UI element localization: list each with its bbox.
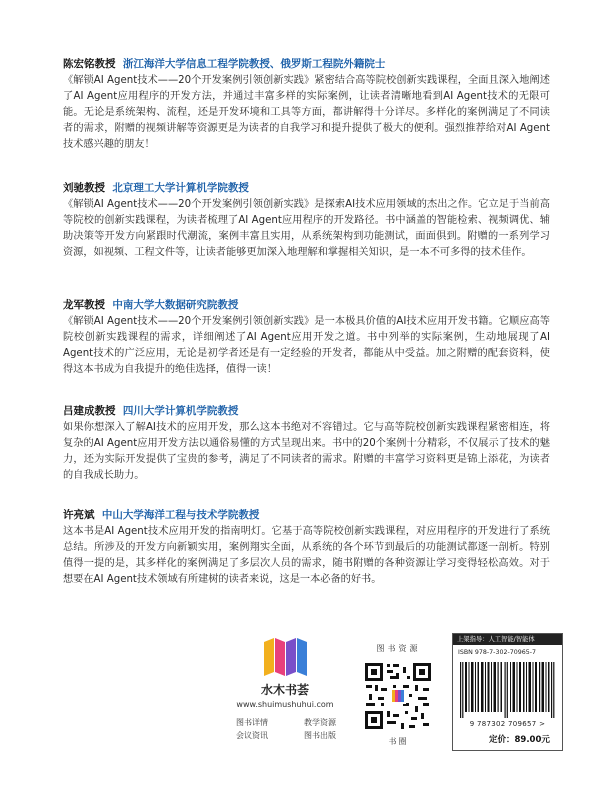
logo-bar-pink (275, 638, 285, 676)
publisher-logo-name: 水木书荟 (260, 683, 309, 697)
reviewer-line (63, 181, 550, 195)
reviewer-name: 许亮斌 (63, 509, 95, 521)
barcode-icon (458, 662, 557, 718)
review-3 (63, 298, 550, 378)
publisher-website[interactable]: www.shuimushuhui.com (236, 700, 334, 709)
reviewer-line (63, 508, 550, 522)
link-teaching-resources[interactable]: 教学资源 (304, 718, 336, 727)
price-label: 定价：89.00元 (489, 735, 550, 745)
review-1 (63, 57, 550, 153)
reviewer-name: 龙军教授 (63, 299, 105, 311)
qr-center-logo (390, 688, 406, 704)
qr-caption: 书圈 (388, 737, 409, 746)
logo-bar-purple (286, 638, 296, 676)
reviewer-line (63, 404, 550, 418)
reviewer-line (63, 298, 550, 312)
link-conference-info[interactable]: 会议资讯 (236, 731, 268, 740)
review-text: 《解锁AI Agent技术——20个开发案例引领创新实践》是一本极具价值的AI技术应用开发书籍。它顺应高等院校创新实践课程的需求，详细阐述了AI Agent应用开发之道。书中列举的实际案例，生动地展现了AI Agent技术的广泛应用，无论是初学者还是有一定经验的开发者，都能从中受益。加之附赠的配套资料，使得这本书成为自我提升的绝佳选择，值得一读！ (63, 316, 550, 375)
link-book-publishing[interactable]: 图书出版 (304, 731, 336, 740)
review-2 (63, 181, 550, 261)
review-text: 这本书是AI Agent技术应用开发的指南明灯。它基于高等院校创新实践课程，对应用程序的开发进行了系统总结。所涉及的开发方向新颖实用，案例翔实全面，从系统的各个环节到最后的功能测试都逐一剖析。特别值得一提的是，其多样化的案例满足了多层次人员的需求，随书附赠的各种资源让学习变得轻松高效。对于想要在AI Agent技术领域有所建树的读者来说，这是一本必备的好书。 (63, 526, 550, 585)
barcode-digits: 9 787302 709657 > (469, 720, 546, 728)
review-text: 《解锁AI Agent技术——20个开发案例引领创新实践》是探索AI技术应用领域的杰出之作。它立足于当前高等院校的创新实践课程，为读者梳理了AI Agent应用程序的开发路径。书中涵盖的智能检索、视频调优、辅助决策等开发方向紧跟时代潮流，案例丰富且实用，从系统架构到功能测试，面面俱到。附赠的一系列学习资源，如视频、工程文件等，让读者能够更加深入地理解和掌握相关知识，是一本不可多得的技术佳作。 (63, 199, 550, 258)
barcode-bars (460, 662, 554, 718)
qr-title: 图书资源 (376, 644, 421, 653)
review-4 (63, 404, 550, 484)
reviewer-affiliation: 北京理工大学计算机学院教授 (112, 182, 249, 194)
review-text: 如果你想深入了解AI技术的应用开发，那么这本书绝对不容错过。它与高等院校创新实践课程紧密相连，将复杂的AI Agent应用开发方法以通俗易懂的方式呈现出来。书中的20个案例十分精彩，不仅展示了技术的魅力，还为实际开发提供了宝贵的参考，满足了不同读者的需求。附赠的丰富学习资料更是锦上添花，为读者的自我成长助力。 (63, 422, 550, 481)
isbn-number: ISBN 978-7-302-70965-7 (458, 649, 537, 656)
reviewer-line (63, 57, 550, 71)
reviewer-affiliation: 浙江海洋大学信息工程学院教授、俄罗斯工程院外籍院士 (122, 58, 386, 70)
review-text: 《解锁AI Agent技术——20个开发案例引领创新实践》紧密结合高等院校创新实践课程，全面且深入地阐述了AI Agent应用程序的开发方法，并通过丰富多样的实际案例，让读者清晰地看到AI Agent技术的无限可能。无论是系统架构、流程，还是开发环境和工具等方面，都讲解得十分详尽。多样化的案例满足了不同读者的需求，附赠的视频讲解等资源更是为读者的自我学习和提升提供了极大的便利。强烈推荐给对AI Agent技术感兴趣的朋友！ (63, 75, 550, 150)
reviewer-affiliation: 中山大学海洋工程与技术学院教授 (101, 509, 260, 521)
qr-finder-bottom-left (365, 711, 383, 729)
qr-code-icon[interactable] (363, 661, 433, 731)
review-5 (63, 508, 550, 588)
logo-bar-yellow (264, 638, 274, 676)
reviewer-name: 吕建成教授 (63, 405, 116, 417)
reviewer-name: 刘驰教授 (63, 182, 105, 194)
shelving-category: 上架指导：人工智能/智能体 (453, 634, 562, 645)
reviewer-affiliation: 中南大学大数据研究院教授 (112, 299, 239, 311)
reviewer-name: 陈宏铭教授 (63, 58, 116, 70)
qr-finder-top-left (365, 663, 383, 681)
barcode-panel (452, 633, 563, 751)
publisher-links (236, 716, 336, 742)
logo-bar-blue (297, 638, 307, 676)
link-book-details[interactable]: 图书详情 (236, 718, 268, 727)
qr-finder-top-right (413, 663, 431, 681)
reviewer-affiliation: 四川大学计算机学院教授 (122, 405, 239, 417)
publisher-logo-icon (258, 636, 314, 676)
